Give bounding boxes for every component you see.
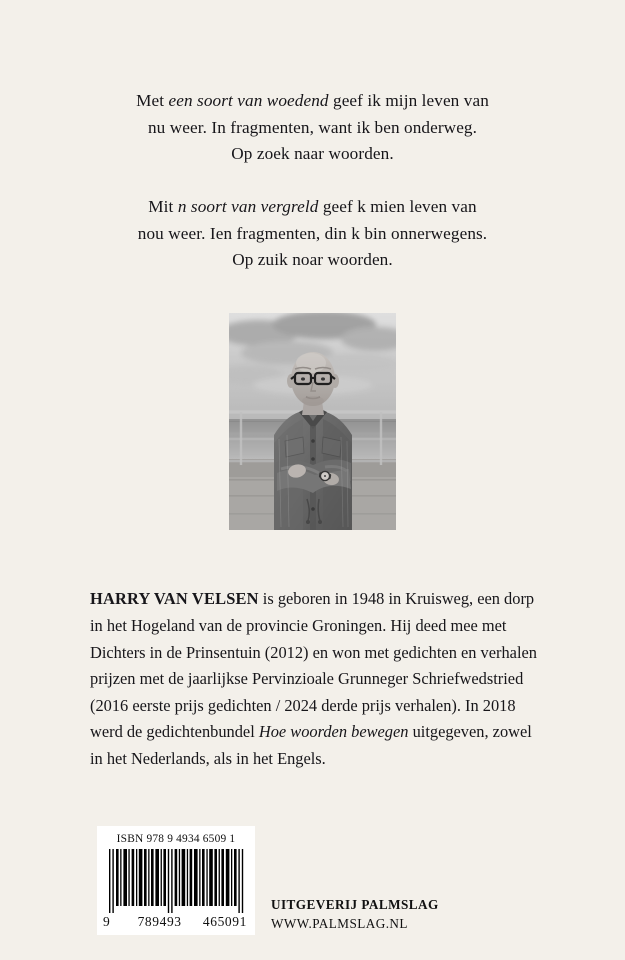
quote-gronings-line-2: nou weer. Ien fragmenten, din k bin onnerwegens. (137, 223, 488, 243)
author-portrait-image (229, 313, 396, 530)
barcode-digits (103, 914, 249, 930)
publisher-website[interactable]: WWW.PALMSLAG.NL (271, 916, 408, 932)
publisher-block (271, 895, 439, 933)
quote-dutch-line-2: nu weer. In fragmenten, want ik ben onderweg. (147, 117, 478, 137)
quote-section (90, 88, 535, 274)
author-name: HARRY VAN VELSEN (90, 589, 259, 609)
quote-gronings (90, 194, 535, 274)
quote-dutch-line-1: Met een soort van woedend geef ik mijn leven van (136, 91, 489, 110)
barcode-digits-left: 789493 (137, 914, 182, 929)
isbn-barcode-panel (97, 826, 255, 935)
author-photo (229, 313, 396, 530)
quote-gronings-line-3: Op zuik noar woorden. (232, 250, 393, 270)
barcode-bars (107, 849, 245, 913)
barcode-digit-lead: 9 (103, 914, 111, 929)
isbn-number: ISBN 978 9 4934 6509 1 (116, 833, 236, 845)
publisher-name: UITGEVERIJ PALMSLAG (271, 897, 439, 912)
barcode-digits-right: 465091 (202, 914, 247, 929)
quote-dutch (90, 88, 535, 168)
previous-book-title: Hoe woorden bewegen (258, 722, 409, 742)
quote-dutch-line-3: Op zoek naar woorden. (231, 144, 394, 164)
author-biography: HARRY VAN VELSEN is geboren in 1948 in Kruisweg, een dorp in het Hogeland van de provincie Groningen. Hij deed mee met Dichters in de Prinsentuin (2012) en won met gedichten en verhalen prijzen met de jaarlijkse Pervinzioale Grunneger Schriefwedstried (2016 eerste prijs gedichten / 2024 derde prijs verhalen). In 2018 werd de gedichtenbundel Hoe woorden bewegen uitgegeven, zowel in het Nederlands, als in het Engels. (90, 589, 537, 768)
quote-gronings-line-1: Mit n soort van vergreld geef k mien leven van (148, 196, 477, 216)
